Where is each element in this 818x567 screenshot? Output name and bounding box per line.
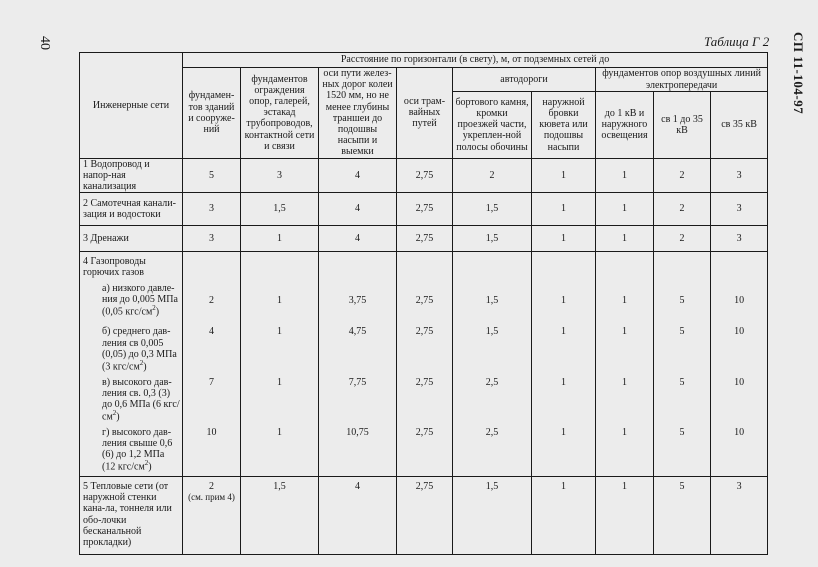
cell: 1,5	[453, 322, 532, 372]
table-row	[80, 278, 768, 322]
cell: 10	[711, 278, 768, 322]
header-foundations-buildings: фундамен-тов зданий и сооруже-ний	[183, 68, 241, 159]
cell: 1	[532, 477, 596, 555]
cell: 4,75	[319, 322, 397, 372]
row-name: г) высокого дав-ления свыше 0,6 (6) до 1,2 МПа (12 кгс/$см^2$)	[80, 423, 183, 477]
cell: 1	[241, 278, 319, 322]
cell: 3	[711, 158, 768, 193]
table-row	[80, 423, 768, 477]
cell: 3	[183, 226, 241, 252]
header-power-group: фундаментов опор воздушных линий электропередачи	[596, 68, 768, 92]
cell: 1,5	[241, 193, 319, 226]
table-row	[80, 373, 768, 423]
cell: 4	[183, 322, 241, 372]
header-roads-group: автодороги	[453, 68, 596, 92]
header-road-curb: бортового камня, кромки проезжей части, укреплен-ной полосы обочины	[453, 92, 532, 158]
cell: 2,5	[453, 373, 532, 423]
table-row	[80, 158, 768, 193]
cell: 1	[241, 226, 319, 252]
cell: 1	[596, 423, 654, 477]
cell: 2,75	[397, 158, 453, 193]
cell: 1	[532, 193, 596, 226]
cell: 2,5	[453, 423, 532, 477]
cell: 3	[183, 193, 241, 226]
cell: 1	[532, 322, 596, 372]
cell: 4	[319, 193, 397, 226]
cell: 10,75	[319, 423, 397, 477]
cell: 2	[654, 193, 711, 226]
row-name: 3 Дренажи	[80, 226, 183, 252]
cell: 1	[596, 193, 654, 226]
cell: 1	[596, 373, 654, 423]
row-name: а) низкого давле-ния до 0,005 МПа (0,05 кгс/$см^2$)	[80, 278, 183, 322]
document-code: СП 11-104-97	[791, 32, 806, 115]
cell: 1	[596, 158, 654, 193]
cell: 1	[532, 158, 596, 193]
table-title: Таблица Г 2	[704, 34, 770, 49]
header-road-ditch: наружной бровки кювета или подошвы насыпи	[532, 92, 596, 158]
cell: 2	[183, 278, 241, 322]
table-row	[80, 477, 768, 555]
cell: 1	[241, 322, 319, 372]
cell: 1	[241, 423, 319, 477]
header-power-1kv: до 1 кВ и наружного освещения	[596, 92, 654, 158]
header-distance-group: Расстояние по горизонтали (в свету), м, от подземных сетей до	[183, 53, 768, 68]
cell: 1	[532, 373, 596, 423]
cell: 1	[241, 373, 319, 423]
cell: 1,5	[453, 477, 532, 555]
cell: 1	[596, 226, 654, 252]
cell: 2,75	[397, 226, 453, 252]
page-number: 40	[37, 36, 52, 50]
cell: 10	[711, 423, 768, 477]
cell: 10	[183, 423, 241, 477]
cell: 1	[596, 322, 654, 372]
cell: 3	[711, 477, 768, 555]
cell: 1	[596, 477, 654, 555]
cell: 10	[711, 373, 768, 423]
cell: 1,5	[453, 193, 532, 226]
cell: 2,75	[397, 193, 453, 226]
cell: 2	[654, 226, 711, 252]
cell: 1	[532, 278, 596, 322]
cell: 10	[711, 322, 768, 372]
cell: 1	[532, 226, 596, 252]
cell: 3,75	[319, 278, 397, 322]
cell: 2,75	[397, 477, 453, 555]
cell: 1,5	[453, 226, 532, 252]
cell-value: 2	[209, 481, 214, 493]
cell: 7	[183, 373, 241, 423]
cell: 5	[654, 423, 711, 477]
header-foundations-fences: фундаментов ограждения опор, галерей, эстакад трубопроводов, контактной сети и связи	[241, 68, 319, 159]
row-name: в) высокого дав-ления св. 0,3 (3) до 0,6 МПа (6 кгс/$см^2$)	[80, 373, 183, 423]
header-power-1-35kv: св 1 до 35 кВ	[654, 92, 711, 158]
cell: 2,75	[397, 373, 453, 423]
cell: 4	[319, 158, 397, 193]
cell: 2,75	[397, 322, 453, 372]
cell	[183, 477, 241, 555]
table-row	[80, 252, 768, 279]
header-tram: оси трам-вайных путей	[397, 68, 453, 159]
row-name: 1 Водопровод и напор-ная канализация	[80, 158, 183, 193]
header-engineering: Инженерные сети	[80, 53, 183, 159]
cell: 1	[596, 278, 654, 322]
cell: 1	[532, 423, 596, 477]
row-name: 4 Газопроводы горючих газов	[80, 252, 183, 279]
cell: 5	[654, 477, 711, 555]
cell: 5	[654, 278, 711, 322]
cell: 5	[654, 322, 711, 372]
cell: 4	[319, 477, 397, 555]
table-row	[80, 322, 768, 372]
cell: 1,5	[453, 278, 532, 322]
header-railway-axis: оси пути желез-ных дорог колеи 1520 мм, но не менее глубины траншеи до подошвы насыпи и выемки	[319, 68, 397, 159]
table-row	[80, 226, 768, 252]
cell: 1,5	[241, 477, 319, 555]
cell: 3	[711, 193, 768, 226]
row-name: б) среднего дав-ления св 0,005 (0,05) до 0,3 МПа (3 кгс/$см^2$)	[80, 322, 183, 372]
cell: 5	[183, 158, 241, 193]
cell: 2,75	[397, 278, 453, 322]
row-name: 5 Тепловые сети (от наружной стенки кана-ла, тоннеля или обо-лочки бесканальной прокладки)	[80, 477, 183, 555]
cell: 2	[453, 158, 532, 193]
cell: 3	[711, 226, 768, 252]
table-row	[80, 193, 768, 226]
cell: 7,75	[319, 373, 397, 423]
row-name: 2 Самотечная канали-зация и водостоки	[80, 193, 183, 226]
cell: 2	[654, 158, 711, 193]
cell-note: (см. прим 4)	[188, 492, 235, 503]
cell: 4	[319, 226, 397, 252]
header-power-35kv: св 35 кВ	[711, 92, 768, 158]
cell: 2,75	[397, 423, 453, 477]
distance-table	[79, 52, 768, 555]
cell: 5	[654, 373, 711, 423]
cell: 3	[241, 158, 319, 193]
